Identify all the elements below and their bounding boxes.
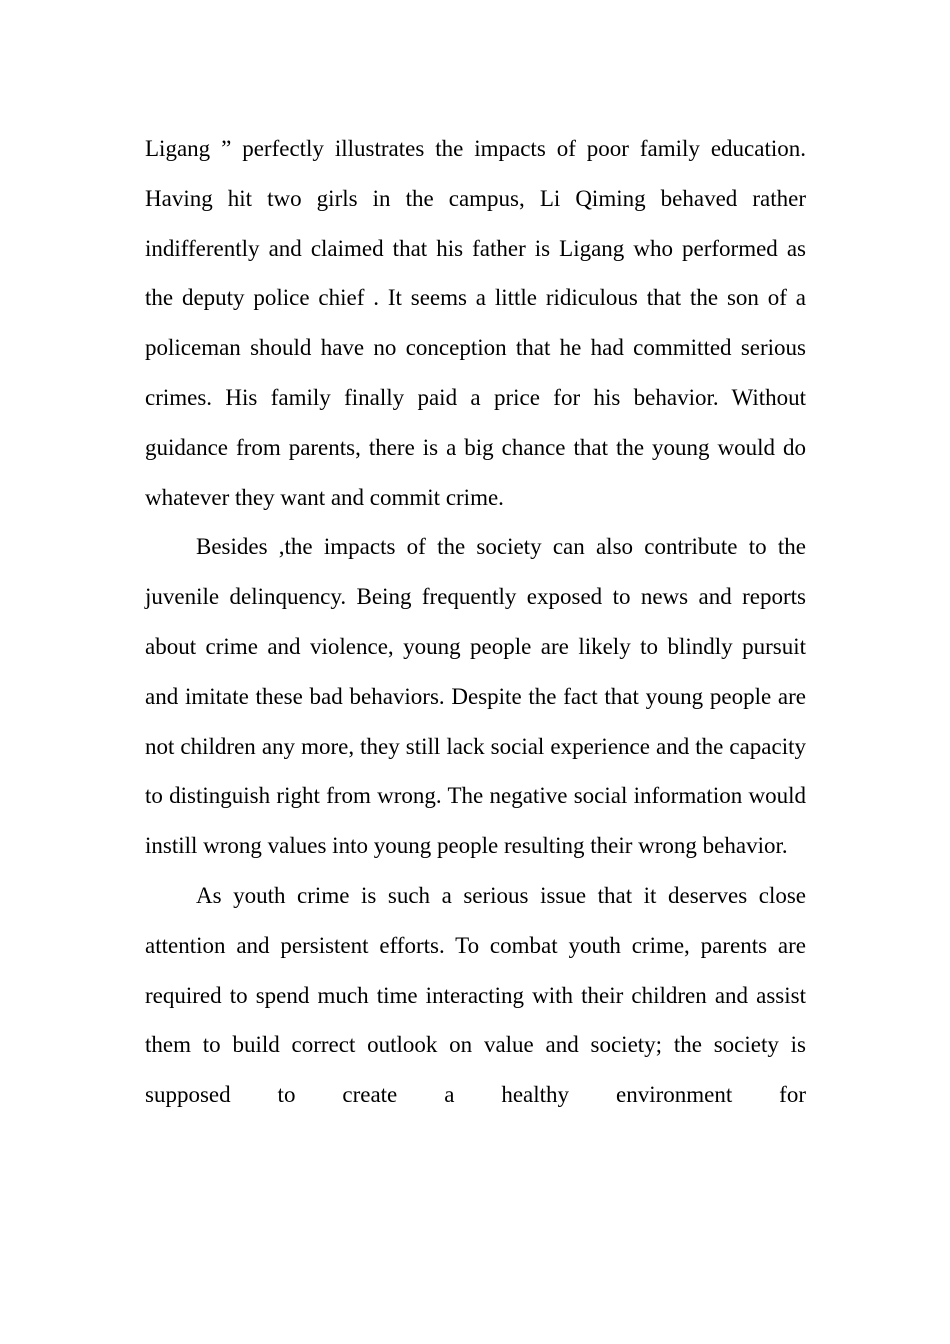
paragraph-society-impacts: Besides ,the impacts of the society can also contribute to the juvenile delinquency. Being frequently exposed to news and reports about crime and violence, young people are likely to blindly pursuit and imitate these bad behaviors. Despite the fact that young people are not children any more, they still lack social experience and the capacity to distinguish right from wrong. The negative social information would instill wrong values into young people resulting their wrong behavior. [145, 534, 806, 859]
paragraph-combat-youth-crime: As youth crime is such a serious issue that it deserves close attention and persistent efforts. To combat youth crime, parents are required to spend much time interacting with their children and assist them to build correct outlook on value and society; the society is supposed to create a healthy environment for [145, 882, 806, 1108]
paragraph-family-education: Ligang ” perfectly illustrates the impacts of poor family education. Having hit two girls in the campus, Li Qiming behaved rather indifferently and claimed that his father is Ligang who performed as the deputy police chief . It seems a little ridiculous that the son of a policeman should have no conception that he had committed serious crimes. His family finally paid a price for his behavior. Without guidance from parents, there is a big chance that the young would do whatever they want and commit crime. [145, 136, 806, 510]
body-text [145, 124, 806, 1120]
